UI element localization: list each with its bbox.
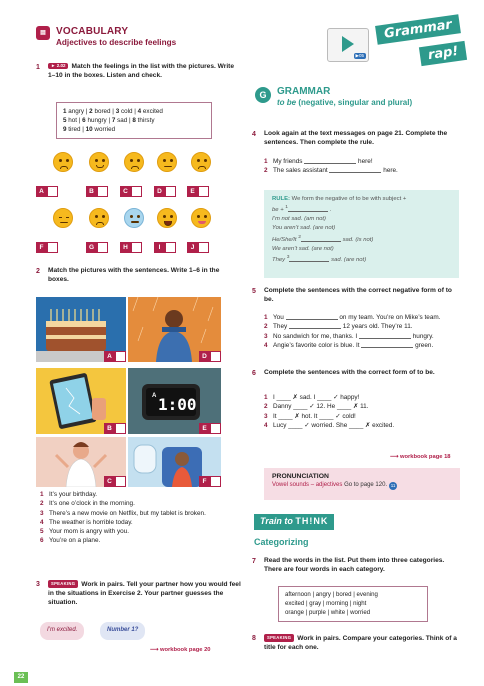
list-item: 5 Your mom is angry with you. bbox=[40, 528, 130, 536]
exercise-6 bbox=[252, 369, 457, 378]
exercise-number: 5 bbox=[252, 288, 256, 295]
picture-answer-box[interactable] bbox=[210, 351, 221, 362]
picture-b-broken-tablet bbox=[36, 368, 126, 434]
picture-answer-box[interactable] bbox=[210, 476, 221, 487]
picture-answer-box[interactable] bbox=[115, 351, 126, 362]
page-number: 22 bbox=[14, 672, 28, 683]
answer-box-j[interactable]: J bbox=[187, 242, 209, 253]
thinking-face-emoji bbox=[157, 152, 177, 172]
blank-field[interactable] bbox=[289, 323, 341, 329]
answer-box-a[interactable]: A bbox=[36, 186, 58, 197]
exercise-instruction: Complete the sentences with the correct form of to be. bbox=[264, 369, 435, 376]
answer-box-h[interactable]: H bbox=[120, 242, 142, 253]
list-item: 3 No sandwich for me, thanks. I hungry. bbox=[264, 332, 434, 340]
categorizing-title: Categorizing bbox=[254, 537, 309, 547]
exercise-4 bbox=[252, 130, 457, 148]
picture-answer-box[interactable] bbox=[115, 423, 126, 434]
picture-answer-box[interactable] bbox=[115, 476, 126, 487]
list-item: 4 The weather is horrible today. bbox=[40, 518, 133, 526]
blank-field[interactable] bbox=[361, 342, 413, 348]
speech-bubble-2: Number 1? bbox=[100, 622, 145, 640]
list-item: 1 My friends here! bbox=[264, 158, 373, 165]
grammar-subtitle: to be (negative, singular and plural) bbox=[277, 98, 413, 107]
answer-box-g[interactable]: G bbox=[86, 242, 108, 253]
picture-d-man-in-rain bbox=[128, 297, 221, 362]
exercise-instruction: Complete the sentences with the correct negative form of to be. bbox=[264, 287, 452, 303]
list-item: 4 Angie’s favorite color is blue. It green. bbox=[264, 341, 434, 349]
exercise-1 bbox=[36, 63, 236, 81]
picture-e-digital-clock bbox=[128, 368, 221, 434]
exercise-number: 1 bbox=[36, 64, 40, 71]
blank-field[interactable] bbox=[286, 314, 338, 320]
list-item: 2 It’s one o’clock in the morning. bbox=[40, 500, 135, 508]
pronunciation-box: PRONUNCIATION Vowel sounds – adjectives Go to page 120. 11 bbox=[264, 468, 460, 500]
exercise-8 bbox=[252, 634, 462, 653]
picture-f-boy-on-plane bbox=[128, 437, 221, 487]
exercise-number: 3 bbox=[36, 581, 40, 588]
grammar-title: GRAMMAR bbox=[277, 86, 331, 97]
speech-bubble-1: I’m excited. bbox=[40, 622, 84, 640]
sleepy-face-emoji bbox=[53, 208, 73, 228]
exercise-2 bbox=[36, 267, 241, 285]
exercise-number: 6 bbox=[252, 370, 256, 377]
answer-box-e[interactable]: E bbox=[187, 186, 209, 197]
word-list-box: 1 angry | 2 bored | 3 cold | 4 excited 5 hot | 6 hungry | 7 sad | 8 thirsty 9 tired | 10 worried bbox=[56, 102, 212, 139]
clock-am-indicator: A bbox=[152, 393, 157, 399]
hungry-face-emoji bbox=[191, 208, 211, 228]
picture-a-birthday-cake bbox=[36, 297, 126, 362]
blank-field[interactable] bbox=[329, 167, 381, 173]
exercise-7 bbox=[252, 557, 462, 575]
audio-track-icon[interactable]: 11 bbox=[390, 482, 396, 488]
blank-field[interactable] bbox=[359, 333, 411, 339]
exercise-instruction: Match the feelings in the list with the pictures. Write 1–10 in the boxes. Listen and check. bbox=[48, 63, 235, 79]
excited-face-emoji bbox=[157, 208, 177, 228]
workbook-reference-left[interactable]: ⟶ workbook page 20 bbox=[150, 647, 211, 653]
list-item: 2 Danny ____ ✓ 12. He ____ ✗ 11. bbox=[264, 403, 369, 411]
picture-letter: E bbox=[199, 423, 210, 434]
category-word-box: afternoon | angry | bored | evening excited | gray | morning | night orange | purple | white | worried bbox=[278, 586, 428, 622]
speaking-badge: SPEAKING bbox=[48, 580, 78, 588]
list-item: 4 Lucy ____ ✓ worried. She ____ ✗ excited. bbox=[264, 421, 395, 429]
picture-letter: A bbox=[104, 351, 115, 362]
exercise-5-items bbox=[264, 313, 469, 350]
exercise-5 bbox=[252, 287, 457, 305]
list-item: 3 It ____ ✗ hot. It ____ ✓ cold! bbox=[264, 412, 356, 420]
exercise-2-sentences bbox=[40, 490, 240, 546]
grammar-rap-title-line1: Grammar bbox=[375, 14, 461, 45]
exercise-instruction: Match the pictures with the sentences. Write 1–6 in the boxes. bbox=[48, 267, 220, 283]
happy-face-emoji bbox=[89, 152, 109, 172]
blank-field[interactable] bbox=[301, 236, 341, 242]
exercise-instruction: Work in pairs. Tell your partner how you would feel in the situations in Exercise 2. Your partner guesses the situation. bbox=[48, 581, 241, 606]
answer-box-d[interactable]: D bbox=[154, 186, 176, 197]
list-item: 6 You’re on a plane. bbox=[40, 537, 101, 545]
exercise-number: 8 bbox=[252, 635, 256, 642]
picture-letter: D bbox=[199, 351, 210, 362]
workbook-reference-right[interactable]: ⟶ workbook page 18 bbox=[390, 454, 451, 460]
blank-field[interactable] bbox=[288, 206, 328, 212]
exercise-number: 2 bbox=[36, 268, 40, 275]
list-item: 1 I ____ ✗ sad. I ____ ✓ happy! bbox=[264, 394, 360, 401]
exercise-4-items bbox=[264, 157, 464, 176]
video-track-badge: ▶05 bbox=[355, 53, 364, 59]
vocab-title: VOCABULARY bbox=[56, 26, 129, 37]
exercise-instruction: Work in pairs. Compare your categories. Think of a title for each one. bbox=[264, 635, 457, 651]
blank-field[interactable] bbox=[289, 256, 329, 262]
pronunciation-title: PRONUNCIATION bbox=[272, 473, 329, 480]
speaking-badge: SPEAKING bbox=[264, 634, 294, 642]
answer-box-f[interactable]: F bbox=[36, 242, 58, 253]
arrow-right-icon: ⟶ bbox=[150, 647, 159, 653]
grammar-rap-title-line2: rap! bbox=[419, 41, 468, 66]
list-item: 2 They 12 years old. They’re 11. bbox=[264, 323, 413, 331]
answer-box-i[interactable]: I bbox=[154, 242, 176, 253]
exercise-instruction: Look again at the text messages on page 21. Complete the sentences. Then complete the rule. bbox=[264, 130, 448, 146]
train-to-think-banner: Train to TH!NK bbox=[254, 514, 334, 530]
picture-letter: B bbox=[104, 423, 115, 434]
list-item: 1 You on my team. You’re on Mike’s team. bbox=[264, 314, 441, 321]
vocab-subtitle: Adjectives to describe feelings bbox=[56, 38, 177, 47]
picture-letter: F bbox=[199, 476, 210, 487]
angry-face-emoji bbox=[53, 152, 73, 172]
blank-field[interactable] bbox=[304, 158, 356, 164]
exercise-3 bbox=[36, 580, 241, 608]
grammar-icon: G bbox=[255, 87, 271, 103]
list-item: 2 The sales assistant here. bbox=[264, 167, 398, 175]
exercise-6-items bbox=[264, 393, 464, 430]
sad-face-emoji bbox=[89, 208, 109, 228]
video-thumbnail[interactable] bbox=[327, 28, 369, 62]
arrow-right-icon: ⟶ bbox=[390, 454, 399, 460]
worried-face-emoji bbox=[124, 152, 144, 172]
picture-c-angry-woman bbox=[36, 437, 126, 487]
picture-letter: C bbox=[104, 476, 115, 487]
list-item: 1 It’s your birthday. bbox=[40, 491, 98, 498]
list-item: 3 There’s a new movie on Netflix, but my tablet is broken. bbox=[40, 509, 206, 517]
rule-box: RULE: We form the negative of to be with subject + be + $^1$ . I’m not sad. (am not) You aren’t sad. (are not) He/She/It $^2$ sad. (is not) We aren’t sad. (are not) They $^3$ sad. (are not) bbox=[264, 190, 459, 278]
picture-answer-box[interactable] bbox=[210, 423, 221, 434]
clock-time-display: 1:00 bbox=[158, 395, 197, 414]
audio-track-badge[interactable]: ► 2.02 bbox=[48, 63, 68, 69]
exercise-number: 7 bbox=[252, 558, 256, 565]
answer-box-b[interactable]: B bbox=[86, 186, 108, 197]
vocab-icon: ▤ bbox=[36, 26, 50, 40]
answer-box-c[interactable]: C bbox=[120, 186, 142, 197]
cold-face-emoji bbox=[124, 208, 144, 228]
exercise-number: 4 bbox=[252, 131, 256, 138]
exercise-instruction: Read the words in the list. Put them into three categories. There are four words in each category. bbox=[264, 557, 445, 573]
play-icon bbox=[342, 36, 354, 52]
furious-face-emoji bbox=[191, 152, 211, 172]
